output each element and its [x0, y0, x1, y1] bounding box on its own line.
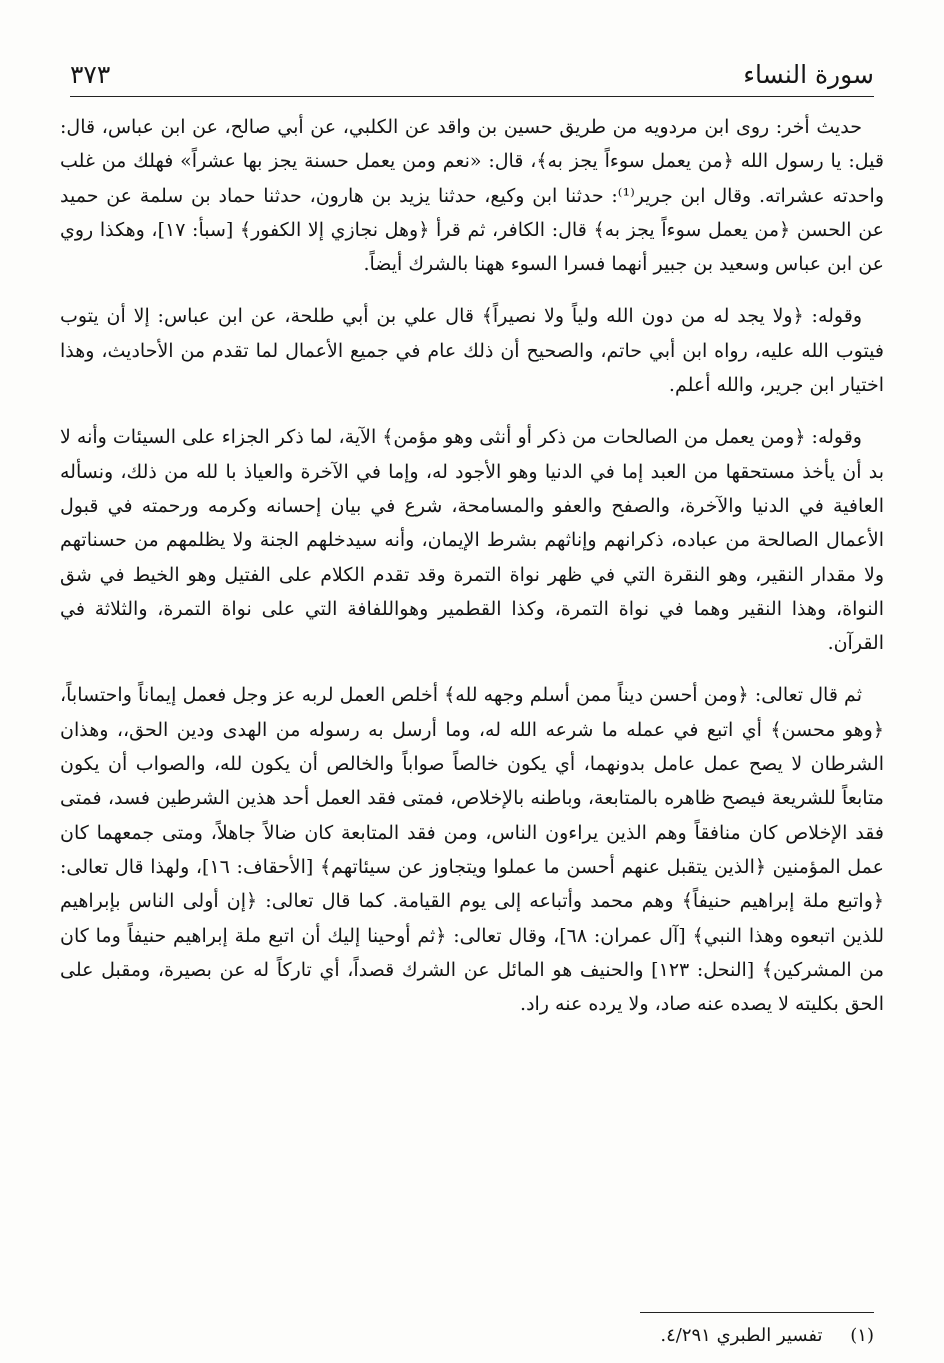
footnote-divider — [640, 1312, 874, 1313]
surah-title: سورة النساء — [743, 60, 874, 89]
paragraph-hadith: حديث أخر: روى ابن مردويه من طريق حسين بن واقد عن الكلبي، عن أبي صالح، عن ابن عباس، قال: قيل: يا رسول الله ﴿من يعمل سوءاً يجز به﴾، قال: «نعم ومن يعمل حسنة يجز بها عشراً» فهلك من غلب واحدته عشراته. وقال ابن جرير⁽¹⁾: حدثنا ابن وكيع، حدثنا يزيد بن هارون، حدثنا حماد بن سلمة عن حميد عن الحسن ﴿من يعمل سوءاً يجز به﴾ قال: الكافر، ثم قرأ ﴿وهل نجازي إلا الكفور﴾ [سبأ: ١٧]، وهكذا روي عن ابن عباس وسعيد بن جبير أنهما فسرا السوء ههنا بالشرك أيضاً. — [60, 116, 884, 276]
body-text — [60, 110, 884, 1039]
paragraph-wali-nasir: وقوله: ﴿ولا يجد له من دون الله ولياً ولا نصيراً﴾ قال علي بن أبي طلحة، عن ابن عباس: إلا أن يتوب فيتوب الله عليه، رواه ابن أبي حاتم، والصحيح أن ذلك عام في جميع الأعمال لما تقدم من الأحاديث، وهذا اختيار ابن جرير، والله أعلم. — [60, 305, 884, 397]
page-number: ٣٧٣ — [70, 60, 111, 89]
page-header — [70, 56, 874, 97]
footnote-text: تفسير الطبري ٤/٢٩١. — [660, 1325, 823, 1346]
paragraph-ahsan-dinan: ثم قال تعالى: ﴿ومن أحسن ديناً ممن أسلم وجهه لله﴾ أخلص العمل لربه عز وجل فعمل إيماناً واحتساباً، ﴿وهو محسن﴾ أي اتبع في عمله ما شرعه الله له، وما أرسل به رسوله من الهدى ودين الحق،، وهذان الشرطان لا يصح عمل عامل بدونهما، أي يكون خالصاً صواباً والخالص أن يكون لله، والصواب أن يكون متابعاً للشريعة فيصح ظاهره بالمتابعة، وباطنه بالإخلاص، فمتى فقد العمل أحد هذين الشرطين فسد، فمتى فقد الإخلاص كان منافقاً وهم الذين يراءون الناس، ومن فقد المتابعة كان ضالاً جاهلاً، ومتى جمعهما كان عمل المؤمنين ﴿الذين يتقبل عنهم أحسن ما عملوا ويتجاوز عن سيئاتهم﴾ [الأحقاف: ١٦]، ولهذا قال تعالى: ﴿واتبع ملة إبراهيم حنيفاً﴾ وهم محمد وأتباعه إلى يوم القيامة. كما قال تعالى: ﴿إن أولى الناس بإبراهيم للذين اتبعوه وهذا النبي﴾ [آل عمران: ٦٨]، وقال تعالى: ﴿ثم أوحينا إليك أن اتبع ملة إبراهيم حنيفاً وما كان من المشركين﴾ [النحل: ١٢٣] والحنيف هو المائل عن الشرك قصداً، أي تاركاً له عن بصيرة، ومقبل على الحق بكليته لا يصده عنه صاد، ولا يرده عنه راد. — [60, 684, 885, 1016]
footnote-number: (١) — [850, 1325, 874, 1346]
paragraph-salihat: وقوله: ﴿ومن يعمل من الصالحات من ذكر أو أنثى وهو مؤمن﴾ الآية، لما ذكر الجزاء على السيئات وأنه لا بد أن يأخذ مستحقها من العبد إما في الدنيا وهو الأجود له، وإما في الآخرة والعياذ با لله من ذلك، ونسأله العافية في الدنيا والآخرة، والصفح والعفو والمسامحة، شرع في بيان إحسانه وكرمه ورحمته في قبول الأعمال الصالحة من عباده، ذكرانهم وإناثهم بشرط الإيمان، وأنه سيدخلهم الجنة ولا يظلمهم من حسناتهم ولا مقدار النقير، وهو النقرة التي في ظهر نواة التمرة وقد تقدم الكلام على الفتيل وهو الخيط في شق النواة، وهذا النقير وهما في نواة التمرة، وكذا القطمير وهواللفافة التي على نواة التمرة، والثلاثة في القرآن. — [60, 426, 884, 655]
footnote — [660, 1322, 874, 1350]
